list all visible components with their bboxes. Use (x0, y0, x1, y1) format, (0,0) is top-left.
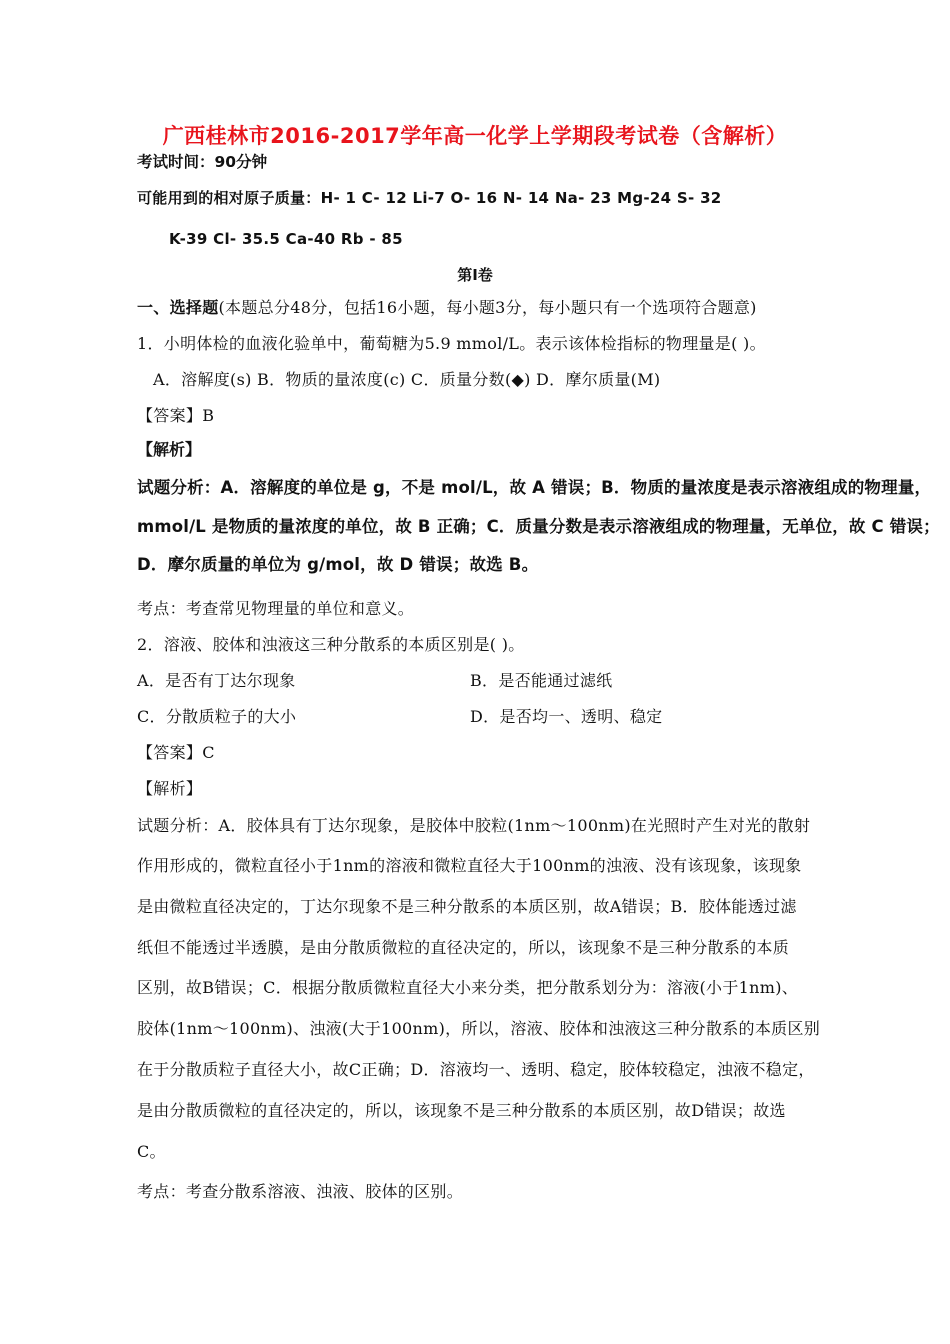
q2-option-b: B．是否能通过滤纸 (470, 671, 613, 690)
part1-heading-line (137, 297, 757, 319)
q2-analysis-line: 在于分散质粒子直径大小，故C正确；D．溶液均一、透明、稳定，胶体较稳定，浊液不稳定， (137, 1060, 815, 1079)
q1-analysis-label: 【解析】 (137, 440, 202, 459)
q2-analysis-line: 区别，故B错误；C．根据分散质微粒直径大小来分类，把分散系划分为：溶液(小于1nm)、 (137, 978, 799, 997)
q1-analysis-line: mmol/L 是物质的量浓度的单位，故 B 正确；C．质量分数是表示溶液组成的物理量，无单位，故 C 错误； (137, 517, 940, 536)
q2-option-d: D．是否均一、透明、稳定 (470, 707, 663, 726)
q1-stem: 1．小明体检的血液化验单中，葡萄糖为5.9 mmol/L。表示该体检指标的物理量是( )。 (137, 334, 766, 353)
q2-answer: 【答案】C (137, 743, 215, 762)
q2-analysis-line: 试题分析：A．胶体具有丁达尔现象，是胶体中胶粒(1nm～100nm)在光照时产生对光的散射 (137, 816, 811, 835)
section-title: 第Ⅰ卷 (457, 266, 493, 284)
q2-analysis-line: 胶体(1nm～100nm)、浊液(大于100nm)，所以，溶液、胶体和浊液这三种分散系的本质区别 (137, 1019, 821, 1038)
q2-analysis-line: 是由微粒直径决定的，丁达尔现象不是三种分散系的本质区别，故A错误；B．胶体能透过滤 (137, 897, 797, 916)
part1-description: (本题总分48分，包括16小题，每小题3分，每小题只有一个选项符合题意) (218, 298, 757, 317)
q2-analysis-line: 纸但不能透过半透膜，是由分散质微粒的直径决定的，所以，该现象不是三种分散系的本质 (137, 938, 790, 957)
q2-option-a: A．是否有丁达尔现象 (137, 671, 296, 690)
q2-point: 考点：考查分散系溶液、浊液、胶体的区别。 (137, 1182, 464, 1201)
q1-answer: 【答案】B (137, 406, 215, 425)
q1-analysis-line: D．摩尔质量的单位为 g/mol，故 D 错误；故选 B。 (137, 555, 539, 574)
atomic-mass-line-1: 可能用到的相对原子质量：H- 1 C- 12 Li-7 O- 16 N- 14 Na- 23 Mg-24 S- 32 (137, 189, 722, 207)
exam-time: 考试时间：90分钟 (137, 153, 268, 171)
q2-analysis-line: C。 (137, 1142, 166, 1161)
q1-point: 考点：考查常见物理量的单位和意义。 (137, 599, 415, 618)
document-title: 广西桂林市2016-2017学年高一化学上学期段考试卷（含解析） (162, 124, 788, 148)
q2-analysis-label: 【解析】 (137, 779, 203, 798)
q1-analysis-line: 试题分析：A．溶解度的单位是 g，不是 mol/L，故 A 错误；B．物质的量浓度是表示溶液组成的物理量， (137, 478, 932, 497)
q1-options: A．溶解度(s) B．物质的量浓度(c) C．质量分数(◆) D．摩尔质量(M) (153, 370, 661, 389)
part1-heading: 一、选择题 (137, 298, 219, 317)
q2-analysis-line: 是由分散质微粒的直径决定的，所以，该现象不是三种分散系的本质区别，故D错误；故选 (137, 1101, 786, 1120)
atomic-mass-line-2: K-39 Cl- 35.5 Ca-40 Rb - 85 (169, 230, 403, 248)
q2-stem: 2．溶液、胶体和浊液这三种分散系的本质区别是( )。 (137, 635, 525, 654)
q2-analysis-line: 作用形成的，微粒直径小于1nm的溶液和微粒直径大于100nm的浊液、没有该现象，该现象 (137, 856, 802, 875)
q2-option-c: C．分散质粒子的大小 (137, 707, 297, 726)
